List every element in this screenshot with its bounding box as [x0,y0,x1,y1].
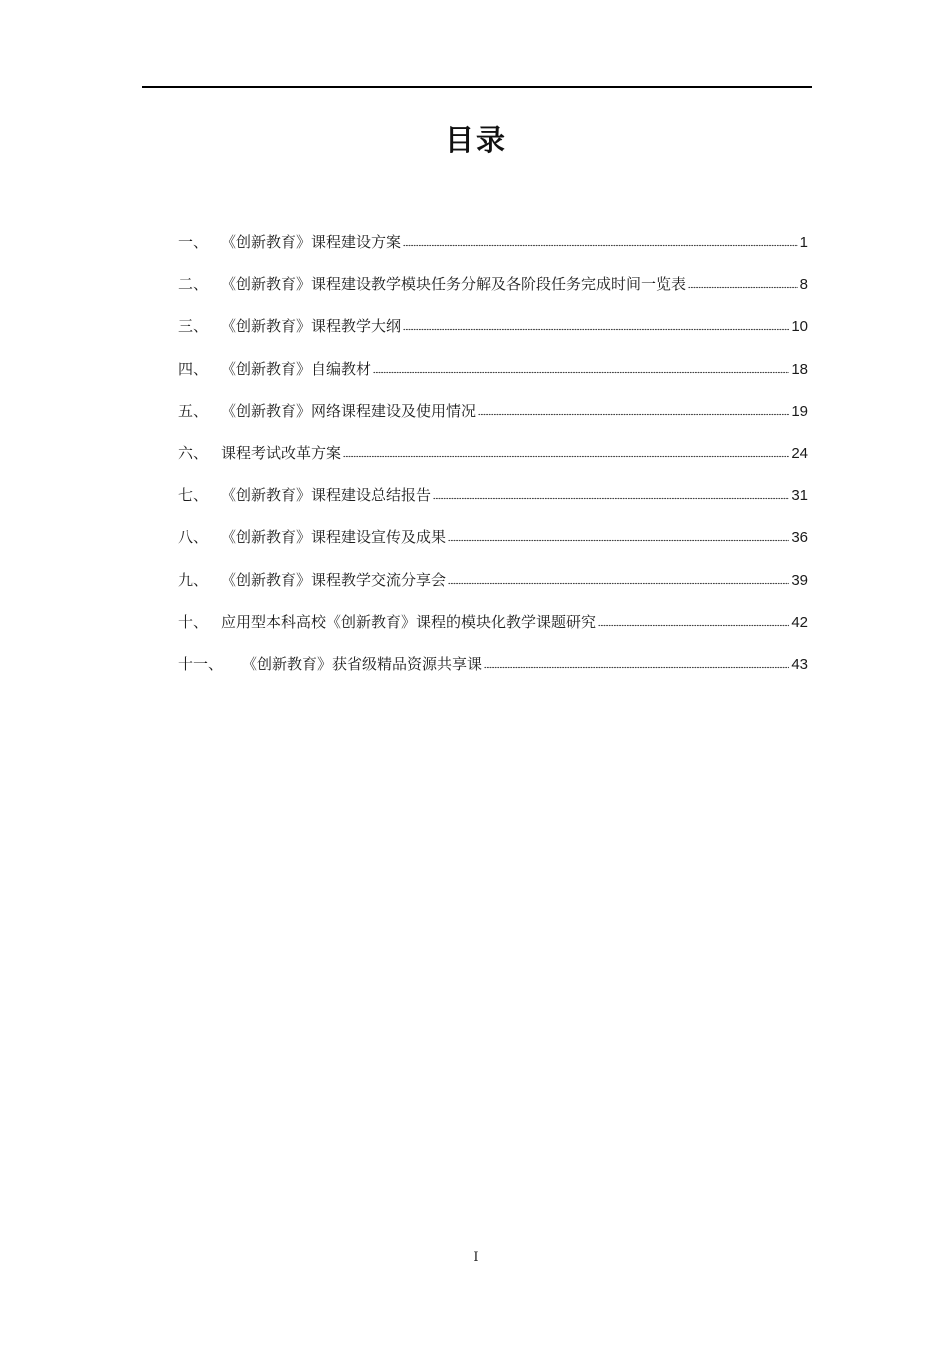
toc-entry-number: 六、 [178,443,209,462]
toc-dot-leader [484,657,789,669]
page-number: I [473,1250,479,1265]
toc-entry-number: 八、 [178,528,209,547]
toc-entry[interactable] [178,527,808,569]
toc-entry-title: 《创新教育》课程教学大纲 [221,317,402,336]
header-rule [142,86,812,88]
toc-entry-number: 四、 [178,359,209,378]
page-title: 目录 [444,123,507,157]
toc-entry-number: 九、 [178,570,209,589]
toc-dot-leader [433,488,789,500]
toc-entry-number: 十一、 [178,654,224,673]
toc-entry-title: 《创新教育》自编教材 [221,359,372,378]
toc-dot-leader [373,362,789,374]
toc-entry-page: 39 [791,571,808,589]
toc-dot-leader [688,277,798,289]
toc-entry[interactable] [178,274,808,316]
toc-entry[interactable] [178,401,808,443]
toc-dot-leader [403,235,798,247]
toc-entry-title: 《创新教育》获省级精品资源共享课 [242,654,483,673]
toc-entry-page: 31 [791,487,808,505]
toc-entry-title: 《创新教育》课程教学交流分享会 [221,570,447,589]
toc-entry-page: 8 [799,276,808,294]
toc-dot-leader [478,404,789,416]
toc-entry-number: 七、 [178,486,209,505]
toc-entry-title: 《创新教育》网络课程建设及使用情况 [221,401,477,420]
toc-entry-number: 一、 [178,233,209,251]
toc-entry-page: 19 [791,402,808,420]
toc-entry-number: 二、 [178,275,209,294]
toc-entry-number: 五、 [178,401,209,420]
toc-entry-title: 《创新教育》课程建设教学模块任务分解及各阶段任务完成时间一览表 [221,275,687,294]
toc-entry-page: 24 [791,444,808,462]
toc-entry[interactable] [178,316,808,358]
toc-entry-page: 1 [799,234,808,251]
toc-entry-number: 三、 [178,317,209,336]
toc-entry-title: 《创新教育》课程建设总结报告 [221,486,432,505]
toc-entry-title: 课程考试改革方案 [221,443,342,462]
toc-entry[interactable] [178,654,808,696]
toc-entry[interactable] [178,612,808,654]
toc-entry-page: 18 [791,360,808,378]
toc-entry-title: 应用型本科高校《创新教育》课程的模块化教学课题研究 [221,612,597,631]
toc-entry[interactable] [178,570,808,612]
toc-entry-page: 43 [791,655,808,673]
toc-dot-leader [448,573,789,585]
toc-dot-leader [343,446,789,458]
toc-entry-page: 42 [791,613,808,631]
toc-entry[interactable] [178,485,808,527]
toc-entry-title: 《创新教育》课程建设宣传及成果 [221,528,447,547]
toc-dot-leader [448,530,789,542]
toc-entry[interactable] [178,232,808,274]
toc-entry[interactable] [178,359,808,401]
toc-entry-page: 36 [791,529,808,547]
toc-entry-page: 10 [791,318,808,336]
toc-entry-title: 《创新教育》课程建设方案 [221,233,402,251]
toc-entry[interactable] [178,443,808,485]
table-of-contents [178,232,808,696]
toc-dot-leader [403,319,789,331]
toc-entry-number: 十、 [178,612,209,631]
toc-dot-leader [598,615,789,627]
